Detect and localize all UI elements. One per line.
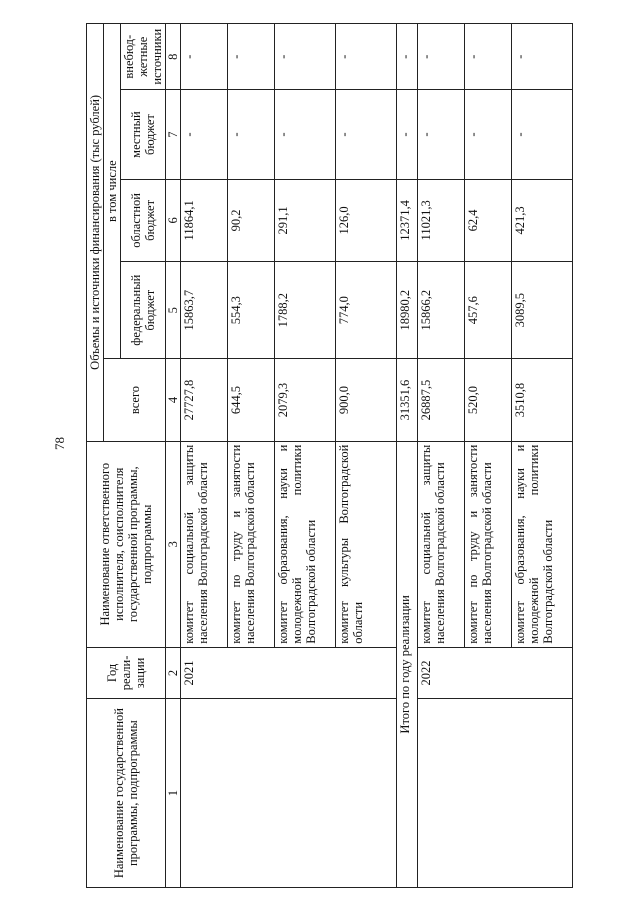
year-cell: 2022 — [418, 647, 573, 698]
extra-cell: - — [336, 24, 397, 90]
executor-cell: комитет образования, науки и молодежной политики Волгоградской области — [512, 441, 573, 647]
grand-total-cell: 31351,6 — [397, 359, 418, 441]
funding-table — [86, 23, 573, 888]
regional-cell: 11864,1 — [181, 179, 228, 261]
executor-cell: комитет социальной защиты населения Волгоградской области — [418, 441, 465, 647]
table-row — [418, 24, 465, 888]
col-number: 2 — [166, 647, 181, 698]
regional-cell: 11021,3 — [418, 179, 465, 261]
header-extra: внебюд-жетные источники — [121, 24, 166, 90]
total-cell: 3510,8 — [512, 359, 573, 441]
local-cell: - — [418, 90, 465, 179]
extra-cell: - — [181, 24, 228, 90]
col-number: 5 — [166, 262, 181, 359]
executor-cell: комитет социальной защиты населения Волгоградской области — [181, 441, 228, 647]
col-number: 7 — [166, 90, 181, 179]
total-cell: 27727,8 — [181, 359, 228, 441]
regional-cell: 421,3 — [512, 179, 573, 261]
header-program: Наименование государственной программы, подпрограммы — [87, 699, 166, 888]
page-number: 78 — [52, 437, 67, 450]
header-total: всего — [104, 359, 166, 441]
regional-cell: 126,0 — [336, 179, 397, 261]
federal-cell: 18980,2 — [397, 262, 418, 359]
extra-cell: - — [512, 24, 573, 90]
col-number: 3 — [166, 441, 181, 647]
regional-cell: 291,1 — [275, 179, 336, 261]
header-executor: Наименование ответственного исполнителя, соисполнителя государственной программы, подпрограммы — [87, 441, 166, 647]
col-number: 6 — [166, 179, 181, 261]
executor-cell: комитет культуры Волгоградской области — [336, 441, 397, 647]
total-cell: 2079,3 — [275, 359, 336, 441]
federal-cell: 15866,2 — [418, 262, 465, 359]
header-including: в том числе — [104, 24, 121, 359]
extra-cell: - — [465, 24, 512, 90]
col-number: 1 — [166, 699, 181, 888]
local-cell: - — [512, 90, 573, 179]
column-number-row — [166, 24, 181, 888]
header-year: Год реали-зации — [87, 647, 166, 698]
extra-cell: - — [418, 24, 465, 90]
col-number: 8 — [166, 24, 181, 90]
federal-cell: 3089,5 — [512, 262, 573, 359]
col-number: 4 — [166, 359, 181, 441]
federal-cell: 15863,7 — [181, 262, 228, 359]
local-cell: - — [181, 90, 228, 179]
local-cell: - — [228, 90, 275, 179]
local-cell: - — [336, 90, 397, 179]
regional-cell: 62,4 — [465, 179, 512, 261]
header-regional: областной бюджет — [121, 179, 166, 261]
rotated-page — [86, 23, 616, 888]
regional-cell: 12371,4 — [397, 179, 418, 261]
executor-cell: комитет по труду и занятости населения Волгоградской области — [465, 441, 512, 647]
extra-cell: - — [275, 24, 336, 90]
executor-cell: комитет по труду и занятости населения Волгоградской области — [228, 441, 275, 647]
total-cell: 644,5 — [228, 359, 275, 441]
header-federal: федеральный бюджет — [121, 262, 166, 359]
total-cell: 520,0 — [465, 359, 512, 441]
total-cell: 900,0 — [336, 359, 397, 441]
header-funding: Объемы и источники финансирования (тыс рублей) — [87, 24, 104, 442]
program-cell — [418, 699, 573, 888]
extra-cell: - — [397, 24, 418, 90]
local-cell: - — [465, 90, 512, 179]
program-cell — [181, 699, 397, 888]
federal-cell: 554,3 — [228, 262, 275, 359]
local-cell: - — [275, 90, 336, 179]
year-cell: 2021 — [181, 647, 397, 698]
total-cell: 26887,5 — [418, 359, 465, 441]
local-cell: - — [397, 90, 418, 179]
total-label: Итого по году реализации — [397, 441, 418, 887]
regional-cell: 90,2 — [228, 179, 275, 261]
executor-cell: комитет образования, науки и молодежной политики Волгоградской области — [275, 441, 336, 647]
table-row-total — [397, 24, 418, 888]
federal-cell: 457,6 — [465, 262, 512, 359]
extra-cell: - — [228, 24, 275, 90]
header-local: местный бюджет — [121, 90, 166, 179]
federal-cell: 1788,2 — [275, 262, 336, 359]
table-row — [181, 24, 228, 888]
federal-cell: 774,0 — [336, 262, 397, 359]
